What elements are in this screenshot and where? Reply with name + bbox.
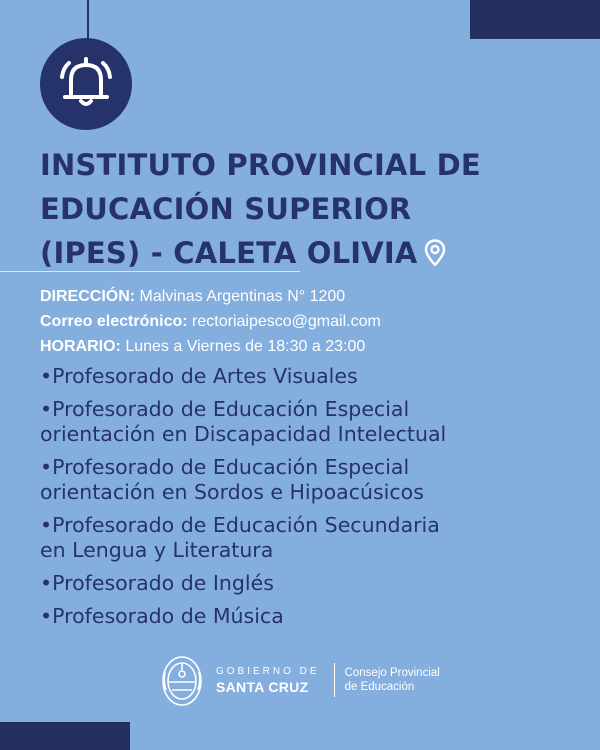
contact-info <box>40 284 580 359</box>
consejo-logo-text <box>345 666 440 694</box>
email-value[interactable]: rectoriaipesco@gmail.com <box>187 313 381 330</box>
program-item: •Profesorado de Inglés <box>40 571 274 595</box>
title-line-3 <box>40 231 560 275</box>
hours-row <box>40 334 580 359</box>
program-item: •Profesorado de Música <box>40 604 284 628</box>
gobierno-logo-text <box>216 665 320 696</box>
title-line-2: EDUCACIÓN SUPERIOR <box>40 192 412 226</box>
consejo-line-1: Consejo Provincial <box>344 667 440 679</box>
title-line-1: INSTITUTO PROVINCIAL DE <box>40 148 481 182</box>
address-value: Malvinas Argentinas N° 1200 <box>135 288 346 305</box>
title-line-3-text: (IPES) - CALETA OLIVIA <box>40 236 418 270</box>
address-row <box>40 284 580 309</box>
title-divider <box>0 271 300 272</box>
program-item: •Profesorado de Educación Secundaria en Lengua y Literatura <box>40 513 440 562</box>
program-item: •Profesorado de Educación Especial orientación en Discapacidad Intelectual <box>40 397 447 446</box>
email-row <box>40 309 580 334</box>
footer-separator <box>334 663 335 697</box>
email-label: Correo electrónico: <box>40 313 188 330</box>
consejo-line-2: de Educación <box>344 681 415 693</box>
program-item: •Profesorado de Artes Visuales <box>40 364 358 388</box>
location-pin-icon <box>424 239 446 267</box>
gobierno-label: GOBIERNO DE <box>216 665 320 677</box>
bell-icon <box>54 53 118 115</box>
program-list <box>40 364 590 637</box>
hours-label: HORARIO: <box>40 338 121 355</box>
bell-badge <box>40 38 132 130</box>
hours-value: Lunes a Viernes de 18:30 a 23:00 <box>120 338 366 355</box>
program-item: •Profesorado de Educación Especial orientación en Sordos e Hipoacúsicos <box>40 455 424 504</box>
page-title <box>40 143 560 275</box>
corner-block-top-right <box>470 0 600 39</box>
footer-logos <box>160 650 440 710</box>
santa-cruz-label: SANTA CRUZ <box>216 678 309 695</box>
provincial-seal-icon <box>160 652 204 708</box>
bell-hanging-line <box>87 0 89 40</box>
address-label: DIRECCIÓN: <box>40 288 136 305</box>
corner-block-bottom-left <box>0 722 130 750</box>
